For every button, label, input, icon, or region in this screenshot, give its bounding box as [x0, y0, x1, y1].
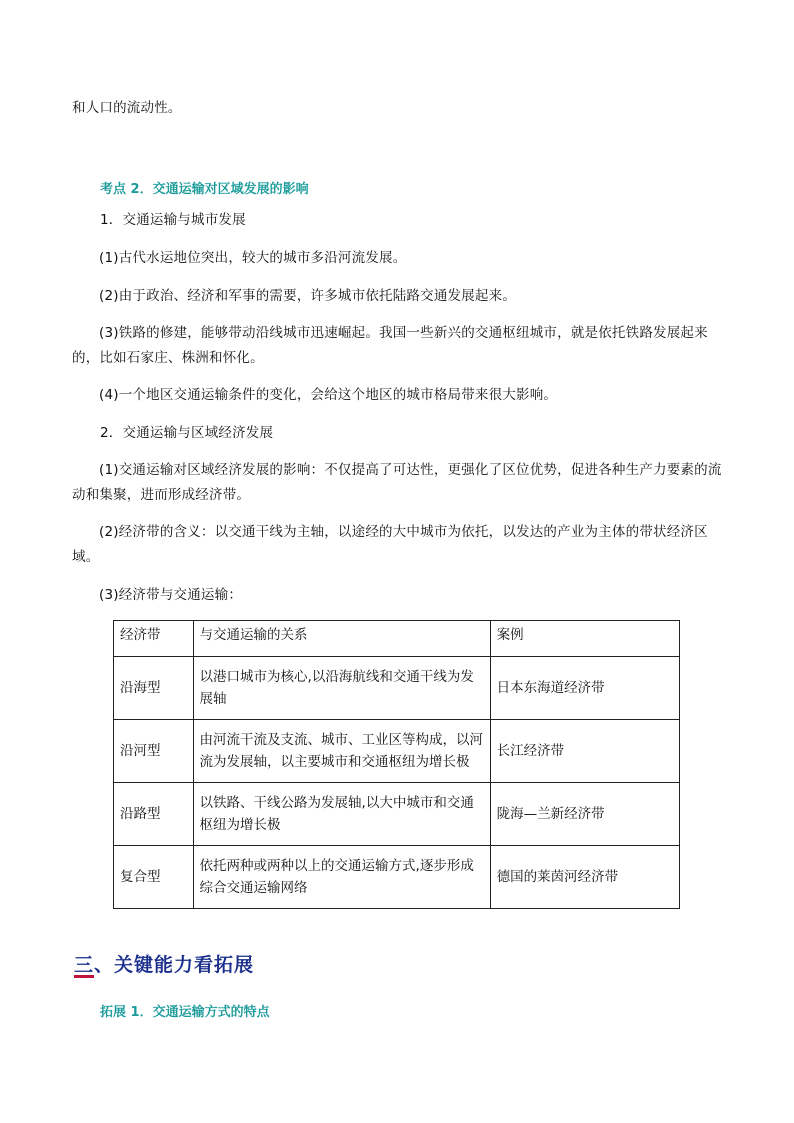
- table-cell-example: 日本东海道经济带: [490, 657, 679, 720]
- paragraph-item: (1)交通运输对区域经济发展的影响：不仅提高了可达性，更强化了区位优势，促进各种生产力要素的流动和集聚，进而形成经济带。: [72, 462, 722, 503]
- subheading-city: 1．交通运输与城市发展: [100, 212, 246, 228]
- paragraph-item: (4)一个地区交通运输条件的变化，会给这个地区的城市格局带来很大影响。: [99, 387, 558, 403]
- subheading-economy: 2．交通运输与区域经济发展: [100, 425, 274, 441]
- section-number: 三: [74, 954, 95, 976]
- table-row: [114, 720, 680, 783]
- section-title-text: 、关键能力看拓展: [94, 954, 255, 976]
- paragraph-item: (2)由于政治、经济和军事的需要，许多城市依托陆路交通发展起来。: [99, 288, 517, 304]
- paragraph-item: (3)经济带与交通运输：: [99, 587, 243, 603]
- section-three-title: [74, 950, 254, 977]
- table-cell-relation: 由河流干流及支流、城市、工业区等构成，以河流为发展轴，以主要城市和交通枢纽为增长极: [193, 720, 490, 783]
- table-cell-relation: 以港口城市为核心,以沿海航线和交通干线为发展轴: [193, 657, 490, 720]
- table-header-cell: 案例: [490, 621, 679, 657]
- paragraph-item: (2)经济带的含义：以交通干线为主轴，以途经的大中城市为依托，以发达的产业为主体的带状经济区域。: [72, 524, 708, 565]
- table-row: [114, 657, 680, 720]
- table-row: [114, 846, 680, 909]
- table-cell-example: 德国的莱茵河经济带: [490, 846, 679, 909]
- table-row: [114, 783, 680, 846]
- table-cell-type: 复合型: [114, 846, 194, 909]
- table-cell-relation: 以铁路、干线公路为发展轴,以大中城市和交通枢纽为增长极: [193, 783, 490, 846]
- economic-belt-table: [113, 620, 680, 909]
- paragraph-item: (1)古代水运地位突出，较大的城市多沿河流发展。: [99, 250, 407, 266]
- table-cell-type: 沿海型: [114, 657, 194, 720]
- table-cell-relation: 依托两种或两种以上的交通运输方式,逐步形成综合交通运输网络: [193, 846, 490, 909]
- paragraph-item: (3)铁路的修建，能够带动沿线城市迅速崛起。我国一些新兴的交通枢纽城市，就是依托铁路发展起来的，比如石家庄、株洲和怀化。: [72, 325, 708, 366]
- table-cell-example: 陇海—兰新经济带: [490, 783, 679, 846]
- point2-heading: 考点 2．交通运输对区域发展的影响: [100, 182, 309, 197]
- table-cell-example: 长江经济带: [490, 720, 679, 783]
- extension1-heading: 拓展 1．交通运输方式的特点: [100, 1005, 270, 1020]
- intro-tail-text: 和人口的流动性。: [72, 100, 182, 116]
- table-cell-type: 沿河型: [114, 720, 194, 783]
- table-header-cell: 经济带: [114, 621, 194, 657]
- table-cell-type: 沿路型: [114, 783, 194, 846]
- table-header-row: [114, 621, 680, 657]
- table-header-cell: 与交通运输的关系: [193, 621, 490, 657]
